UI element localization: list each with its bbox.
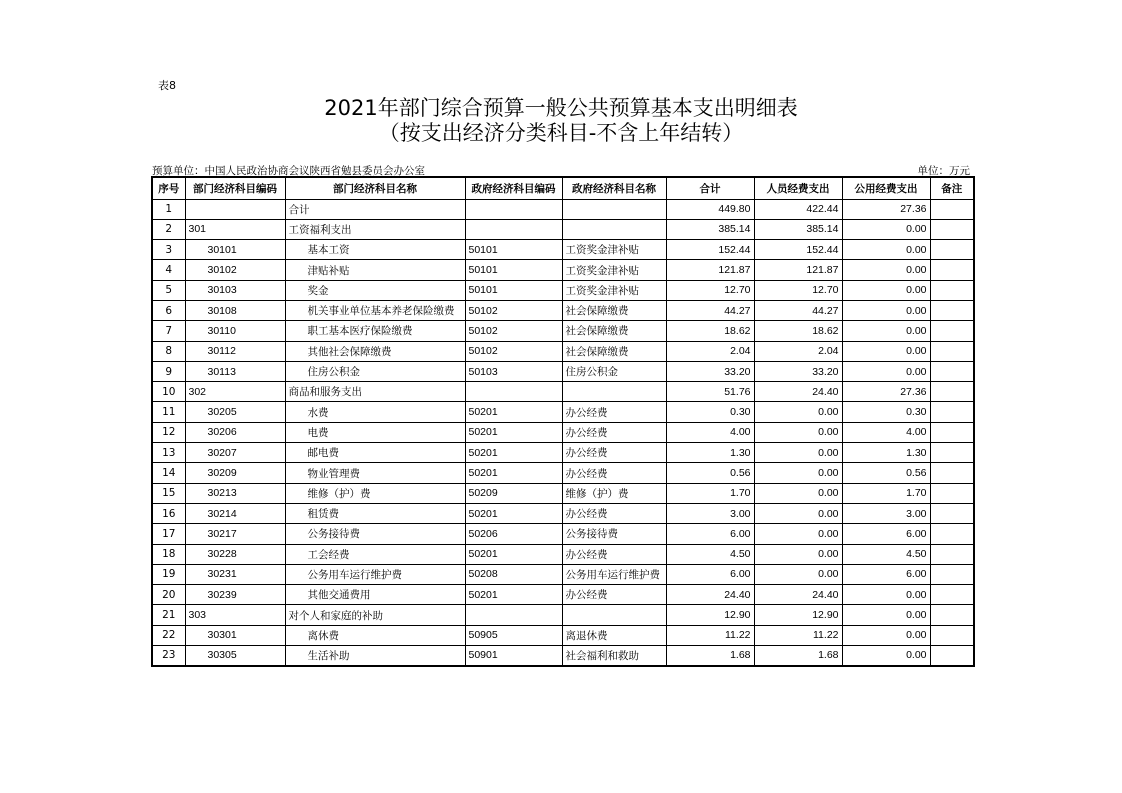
header-cell: 部门经济科目编码 — [185, 177, 285, 199]
dept-name-cell: 其他社会保障缴费 — [285, 341, 465, 361]
header-cell: 政府经济科目编码 — [465, 177, 562, 199]
dept-code-cell: 30214 — [185, 503, 285, 523]
total-cell: 24.40 — [666, 585, 754, 605]
total-cell: 449.80 — [666, 199, 754, 219]
gov-name-cell — [562, 605, 666, 625]
gov-name-cell: 工资奖金津补贴 — [562, 280, 666, 300]
row-index-cell: 18 — [152, 544, 185, 564]
public-cell: 27.36 — [842, 199, 930, 219]
note-cell — [930, 361, 974, 381]
row-index-cell: 6 — [152, 300, 185, 320]
gov-code-cell — [465, 219, 562, 239]
row-index-cell: 17 — [152, 524, 185, 544]
header-cell: 人员经费支出 — [754, 177, 842, 199]
total-cell: 152.44 — [666, 240, 754, 260]
dept-code-cell: 30110 — [185, 321, 285, 341]
note-cell — [930, 443, 974, 463]
total-cell: 6.00 — [666, 564, 754, 584]
gov-code-cell: 50101 — [465, 240, 562, 260]
table-row — [152, 402, 974, 422]
personnel-cell: 0.00 — [754, 564, 842, 584]
dept-code-cell: 302 — [185, 382, 285, 402]
gov-name-cell: 住房公积金 — [562, 361, 666, 381]
gov-code-cell: 50209 — [465, 483, 562, 503]
dept-code-cell: 30228 — [185, 544, 285, 564]
table-row — [152, 625, 974, 645]
total-cell: 11.22 — [666, 625, 754, 645]
document-subtitle: （按支出经济分类科目-不含上年结转） — [378, 121, 744, 145]
table-body — [152, 199, 974, 666]
dept-name-cell: 离休费 — [285, 625, 465, 645]
total-cell: 385.14 — [666, 219, 754, 239]
public-cell: 0.00 — [842, 240, 930, 260]
dept-code-cell: 301 — [185, 219, 285, 239]
dept-code-cell: 30103 — [185, 280, 285, 300]
public-cell: 0.00 — [842, 605, 930, 625]
dept-name-cell: 公务用车运行维护费 — [285, 564, 465, 584]
total-cell: 12.70 — [666, 280, 754, 300]
dept-name-cell: 职工基本医疗保险缴费 — [285, 321, 465, 341]
total-cell: 1.30 — [666, 443, 754, 463]
dept-name-cell: 合计 — [285, 199, 465, 219]
personnel-cell: 152.44 — [754, 240, 842, 260]
table-header-row — [152, 177, 974, 199]
public-cell: 0.00 — [842, 646, 930, 666]
gov-code-cell: 50206 — [465, 524, 562, 544]
row-index-cell: 14 — [152, 463, 185, 483]
gov-code-cell — [465, 199, 562, 219]
dept-name-cell: 基本工资 — [285, 240, 465, 260]
budget-table — [151, 176, 975, 667]
dept-code-cell: 30213 — [185, 483, 285, 503]
total-cell: 18.62 — [666, 321, 754, 341]
public-cell: 1.30 — [842, 443, 930, 463]
table-row — [152, 544, 974, 564]
row-index-cell: 8 — [152, 341, 185, 361]
table-row — [152, 321, 974, 341]
gov-name-cell: 办公经费 — [562, 402, 666, 422]
note-cell — [930, 219, 974, 239]
gov-name-cell: 维修（护）费 — [562, 483, 666, 503]
header-cell: 备注 — [930, 177, 974, 199]
public-cell: 1.70 — [842, 483, 930, 503]
gov-code-cell: 50101 — [465, 260, 562, 280]
personnel-cell: 422.44 — [754, 199, 842, 219]
dept-name-cell: 奖金 — [285, 280, 465, 300]
note-cell — [930, 321, 974, 341]
note-cell — [930, 646, 974, 666]
gov-code-cell: 50208 — [465, 564, 562, 584]
table-number-label: 表8 — [158, 79, 176, 92]
dept-name-cell: 商品和服务支出 — [285, 382, 465, 402]
total-cell: 4.50 — [666, 544, 754, 564]
public-cell: 0.00 — [842, 300, 930, 320]
row-index-cell: 10 — [152, 382, 185, 402]
note-cell — [930, 199, 974, 219]
note-cell — [930, 625, 974, 645]
gov-code-cell: 50905 — [465, 625, 562, 645]
table-row — [152, 443, 974, 463]
table-row — [152, 280, 974, 300]
personnel-cell: 44.27 — [754, 300, 842, 320]
personnel-cell: 24.40 — [754, 382, 842, 402]
total-cell: 1.68 — [666, 646, 754, 666]
header-cell: 序号 — [152, 177, 185, 199]
gov-code-cell: 50201 — [465, 443, 562, 463]
dept-code-cell: 30101 — [185, 240, 285, 260]
note-cell — [930, 341, 974, 361]
personnel-cell: 1.68 — [754, 646, 842, 666]
gov-code-cell: 50901 — [465, 646, 562, 666]
table-row — [152, 300, 974, 320]
table-row — [152, 524, 974, 544]
dept-code-cell: 30239 — [185, 585, 285, 605]
gov-code-cell: 50201 — [465, 544, 562, 564]
row-index-cell: 20 — [152, 585, 185, 605]
table-row — [152, 483, 974, 503]
table-row — [152, 605, 974, 625]
gov-name-cell: 办公经费 — [562, 443, 666, 463]
document-title: 2021年部门综合预算一般公共预算基本支出明细表 — [324, 96, 798, 120]
gov-name-cell — [562, 382, 666, 402]
table-row — [152, 564, 974, 584]
dept-code-cell: 30207 — [185, 443, 285, 463]
gov-name-cell: 工资奖金津补贴 — [562, 260, 666, 280]
dept-name-cell: 其他交通费用 — [285, 585, 465, 605]
note-cell — [930, 240, 974, 260]
personnel-cell: 24.40 — [754, 585, 842, 605]
gov-name-cell: 公务接待费 — [562, 524, 666, 544]
personnel-cell: 121.87 — [754, 260, 842, 280]
total-cell: 51.76 — [666, 382, 754, 402]
total-cell: 44.27 — [666, 300, 754, 320]
dept-name-cell: 租赁费 — [285, 503, 465, 523]
dept-name-cell: 津贴补贴 — [285, 260, 465, 280]
gov-code-cell: 50201 — [465, 422, 562, 442]
table-row — [152, 260, 974, 280]
total-cell: 33.20 — [666, 361, 754, 381]
personnel-cell: 33.20 — [754, 361, 842, 381]
dept-name-cell: 物业管理费 — [285, 463, 465, 483]
public-cell: 6.00 — [842, 564, 930, 584]
row-index-cell: 12 — [152, 422, 185, 442]
public-cell: 4.00 — [842, 422, 930, 442]
gov-code-cell: 50201 — [465, 463, 562, 483]
dept-code-cell: 30102 — [185, 260, 285, 280]
note-cell — [930, 585, 974, 605]
row-index-cell: 7 — [152, 321, 185, 341]
note-cell — [930, 280, 974, 300]
total-cell: 3.00 — [666, 503, 754, 523]
personnel-cell: 0.00 — [754, 544, 842, 564]
note-cell — [930, 300, 974, 320]
personnel-cell: 12.90 — [754, 605, 842, 625]
note-cell — [930, 260, 974, 280]
public-cell: 0.00 — [842, 585, 930, 605]
header-cell: 合计 — [666, 177, 754, 199]
gov-code-cell: 50103 — [465, 361, 562, 381]
gov-name-cell: 办公经费 — [562, 544, 666, 564]
row-index-cell: 4 — [152, 260, 185, 280]
total-cell: 4.00 — [666, 422, 754, 442]
total-cell: 1.70 — [666, 483, 754, 503]
dept-code-cell — [185, 199, 285, 219]
public-cell: 0.00 — [842, 361, 930, 381]
row-index-cell: 9 — [152, 361, 185, 381]
dept-code-cell: 30301 — [185, 625, 285, 645]
table-row — [152, 646, 974, 666]
dept-name-cell: 水费 — [285, 402, 465, 422]
row-index-cell: 13 — [152, 443, 185, 463]
row-index-cell: 11 — [152, 402, 185, 422]
public-cell: 4.50 — [842, 544, 930, 564]
gov-code-cell: 50101 — [465, 280, 562, 300]
personnel-cell: 0.00 — [754, 503, 842, 523]
row-index-cell: 22 — [152, 625, 185, 645]
personnel-cell: 0.00 — [754, 422, 842, 442]
table-row — [152, 219, 974, 239]
note-cell — [930, 524, 974, 544]
row-index-cell: 16 — [152, 503, 185, 523]
personnel-cell: 0.00 — [754, 483, 842, 503]
note-cell — [930, 483, 974, 503]
dept-code-cell: 30209 — [185, 463, 285, 483]
dept-code-cell: 303 — [185, 605, 285, 625]
gov-code-cell: 50201 — [465, 585, 562, 605]
gov-code-cell: 50102 — [465, 300, 562, 320]
personnel-cell: 385.14 — [754, 219, 842, 239]
public-cell: 0.00 — [842, 321, 930, 341]
public-cell: 0.00 — [842, 280, 930, 300]
gov-name-cell: 社会保障缴费 — [562, 300, 666, 320]
total-cell: 6.00 — [666, 524, 754, 544]
personnel-cell: 0.00 — [754, 443, 842, 463]
gov-name-cell: 社会保障缴费 — [562, 321, 666, 341]
row-index-cell: 21 — [152, 605, 185, 625]
public-cell: 0.00 — [842, 260, 930, 280]
dept-name-cell: 机关事业单位基本养老保险缴费 — [285, 300, 465, 320]
dept-code-cell: 30231 — [185, 564, 285, 584]
header-cell: 政府经济科目名称 — [562, 177, 666, 199]
table-row — [152, 199, 974, 219]
dept-code-cell: 30108 — [185, 300, 285, 320]
public-cell: 0.00 — [842, 219, 930, 239]
currency-unit-label: 单位：万元 — [917, 165, 970, 177]
dept-name-cell: 维修（护）费 — [285, 483, 465, 503]
gov-name-cell: 办公经费 — [562, 422, 666, 442]
row-index-cell: 3 — [152, 240, 185, 260]
personnel-cell: 2.04 — [754, 341, 842, 361]
dept-code-cell: 30113 — [185, 361, 285, 381]
total-cell: 12.90 — [666, 605, 754, 625]
note-cell — [930, 382, 974, 402]
gov-code-cell: 50201 — [465, 402, 562, 422]
total-cell: 0.30 — [666, 402, 754, 422]
gov-name-cell: 办公经费 — [562, 503, 666, 523]
header-cell: 公用经费支出 — [842, 177, 930, 199]
note-cell — [930, 503, 974, 523]
total-cell: 121.87 — [666, 260, 754, 280]
public-cell: 27.36 — [842, 382, 930, 402]
note-cell — [930, 605, 974, 625]
public-cell: 6.00 — [842, 524, 930, 544]
note-cell — [930, 422, 974, 442]
public-cell: 0.30 — [842, 402, 930, 422]
gov-name-cell: 办公经费 — [562, 463, 666, 483]
row-index-cell: 15 — [152, 483, 185, 503]
dept-code-cell: 30205 — [185, 402, 285, 422]
dept-name-cell: 公务接待费 — [285, 524, 465, 544]
gov-code-cell — [465, 605, 562, 625]
gov-name-cell: 办公经费 — [562, 585, 666, 605]
public-cell: 0.56 — [842, 463, 930, 483]
table-row — [152, 382, 974, 402]
row-index-cell: 5 — [152, 280, 185, 300]
note-cell — [930, 463, 974, 483]
total-cell: 0.56 — [666, 463, 754, 483]
personnel-cell: 11.22 — [754, 625, 842, 645]
gov-code-cell: 50102 — [465, 321, 562, 341]
dept-name-cell: 对个人和家庭的补助 — [285, 605, 465, 625]
dept-name-cell: 工资福利支出 — [285, 219, 465, 239]
table-row — [152, 422, 974, 442]
gov-name-cell: 社会保障缴费 — [562, 341, 666, 361]
total-cell: 2.04 — [666, 341, 754, 361]
public-cell: 0.00 — [842, 625, 930, 645]
note-cell — [930, 544, 974, 564]
table-row — [152, 585, 974, 605]
gov-name-cell: 公务用车运行维护费 — [562, 564, 666, 584]
budget-unit-label: 预算单位：中国人民政治协商会议陕西省勉县委员会办公室 — [152, 165, 425, 177]
gov-name-cell: 工资奖金津补贴 — [562, 240, 666, 260]
row-index-cell: 1 — [152, 199, 185, 219]
public-cell: 0.00 — [842, 341, 930, 361]
personnel-cell: 12.70 — [754, 280, 842, 300]
gov-name-cell — [562, 219, 666, 239]
table-row — [152, 240, 974, 260]
dept-code-cell: 30112 — [185, 341, 285, 361]
dept-name-cell: 生活补助 — [285, 646, 465, 666]
gov-code-cell — [465, 382, 562, 402]
dept-code-cell: 30217 — [185, 524, 285, 544]
gov-code-cell: 50201 — [465, 503, 562, 523]
public-cell: 3.00 — [842, 503, 930, 523]
gov-name-cell: 离退休费 — [562, 625, 666, 645]
gov-name-cell — [562, 199, 666, 219]
table-row — [152, 463, 974, 483]
dept-code-cell: 30206 — [185, 422, 285, 442]
row-index-cell: 2 — [152, 219, 185, 239]
gov-code-cell: 50102 — [465, 341, 562, 361]
personnel-cell: 0.00 — [754, 463, 842, 483]
dept-name-cell: 电费 — [285, 422, 465, 442]
table-row — [152, 361, 974, 381]
note-cell — [930, 402, 974, 422]
personnel-cell: 18.62 — [754, 321, 842, 341]
note-cell — [930, 564, 974, 584]
personnel-cell: 0.00 — [754, 524, 842, 544]
personnel-cell: 0.00 — [754, 402, 842, 422]
table-row — [152, 341, 974, 361]
row-index-cell: 19 — [152, 564, 185, 584]
dept-code-cell: 30305 — [185, 646, 285, 666]
dept-name-cell: 邮电费 — [285, 443, 465, 463]
dept-name-cell: 住房公积金 — [285, 361, 465, 381]
dept-name-cell: 工会经费 — [285, 544, 465, 564]
table-row — [152, 503, 974, 523]
row-index-cell: 23 — [152, 646, 185, 666]
gov-name-cell: 社会福利和救助 — [562, 646, 666, 666]
header-cell: 部门经济科目名称 — [285, 177, 465, 199]
